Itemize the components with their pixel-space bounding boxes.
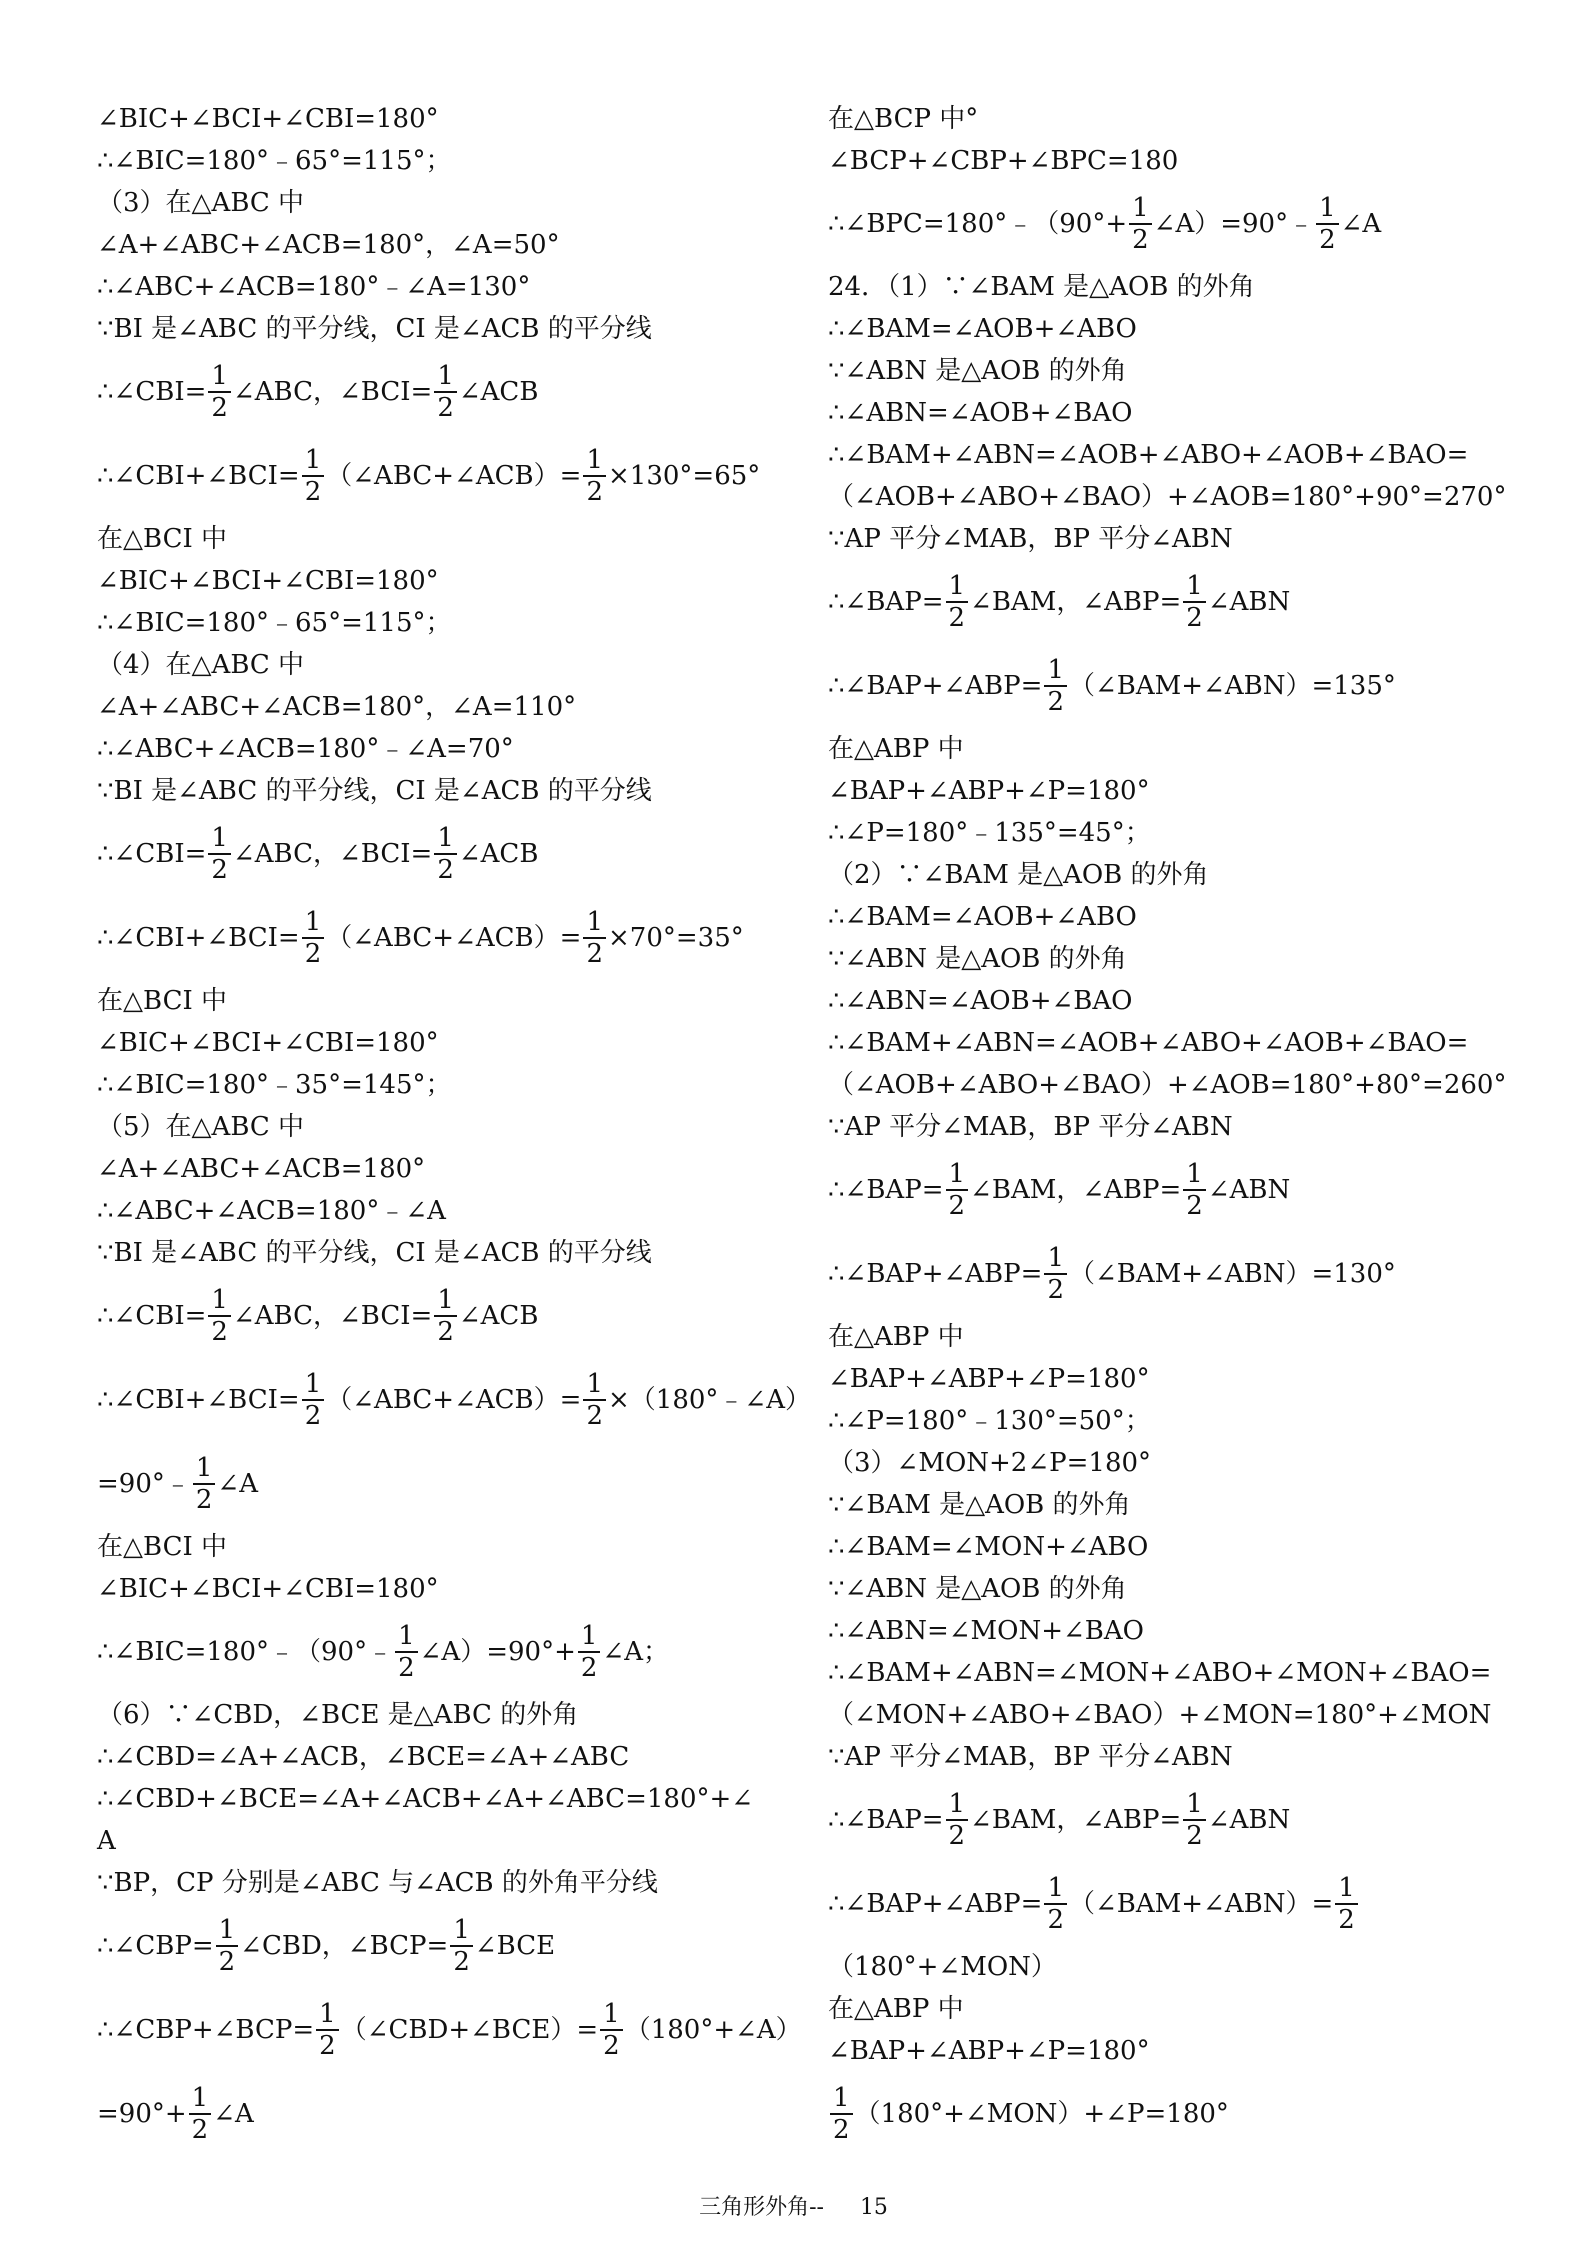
- text-line: [828, 644, 1528, 728]
- line-segment: ∠ABN: [1207, 1805, 1291, 1835]
- line-text: 在△BCI 中: [97, 524, 228, 554]
- fraction-half: $\frac{1}{2}$: [208, 823, 231, 885]
- line-segment: ∠A）=90°﹣: [1153, 209, 1315, 239]
- line-segment: ∠BAM，∠ABP=: [970, 587, 1182, 617]
- text-line: [97, 1736, 797, 1778]
- text-line: [97, 1904, 797, 1988]
- line-text: ∵BP，CP 分别是∠ABC 与∠ACB 的外角平分线: [97, 1868, 658, 1898]
- fraction-half: $\frac{1}{2}$: [578, 1621, 601, 1683]
- line-segment: =90°﹣: [97, 1469, 191, 1499]
- text-line: [828, 1022, 1528, 1064]
- line-text: ∴∠CBD+∠BCE=∠A+∠ACB+∠A+∠ABC=180°+∠: [97, 1784, 754, 1814]
- line-segment: ∴∠BAP=: [828, 587, 944, 617]
- fraction-half: $\frac{1}{2}$: [450, 1915, 473, 1977]
- line-segment: ∠ABC，∠BCI=: [232, 377, 433, 407]
- line-segment: ∠ABN: [1207, 1175, 1291, 1205]
- fraction-half: $\frac{1}{2}$: [316, 1999, 339, 2061]
- line-text: ∴∠BIC=180°﹣35°=145°；: [97, 1070, 452, 1100]
- line-text: ∴∠ABN=∠MON+∠BAO: [828, 1616, 1144, 1646]
- fraction-half: $\frac{1}{2}$: [583, 907, 606, 969]
- fraction-half: $\frac{1}{2}$: [1044, 1873, 1067, 1935]
- text-line: [828, 308, 1528, 350]
- line-text: ∵AP 平分∠MAB，BP 平分∠ABN: [828, 524, 1233, 554]
- line-segment: ∠A: [1340, 209, 1382, 239]
- line-text: （3）∠MON+2∠P=180°: [828, 1448, 1152, 1478]
- line-text: ∴∠BIC=180°﹣65°=115°；: [97, 608, 452, 638]
- fraction-half: $\frac{1}{2}$: [946, 1159, 969, 1221]
- text-line: [97, 1064, 797, 1106]
- fraction-half: $\frac{1}{2}$: [1044, 655, 1067, 717]
- text-line: [828, 2030, 1528, 2072]
- text-line: [828, 1862, 1528, 1946]
- line-text: ∠A+∠ABC+∠ACB=180°: [97, 1154, 426, 1184]
- text-line: [97, 1778, 797, 1820]
- line-segment: ∠CBD，∠BCP=: [240, 1931, 449, 1961]
- line-text: （6）∵∠CBD，∠BCE 是△ABC 的外角: [97, 1700, 579, 1730]
- fraction-half: $\frac{1}{2}$: [1335, 1873, 1358, 1935]
- fraction-half: $\frac{1}{2}$: [302, 445, 325, 507]
- text-line: [828, 1988, 1528, 2030]
- line-text: ∠BIC+∠BCI+∠CBI=180°: [97, 1574, 439, 1604]
- text-line: [828, 182, 1528, 266]
- fraction-half: $\frac{1}{2}$: [395, 1621, 418, 1683]
- line-text: ∴∠BAM+∠ABN=∠AOB+∠ABO+∠AOB+∠BAO=: [828, 440, 1469, 470]
- line-segment: ∠ABC，∠BCI=: [232, 1301, 433, 1331]
- line-text: 在△BCI 中: [97, 986, 228, 1016]
- line-segment: ∴∠BAP+∠ABP=: [828, 671, 1043, 701]
- text-line: [828, 1736, 1528, 1778]
- line-segment: ∠A）=90°+: [419, 1637, 576, 1667]
- text-line: [828, 98, 1528, 140]
- text-line: [97, 224, 797, 266]
- line-text: ∴∠ABC+∠ACB=180°﹣∠A=70°: [97, 734, 514, 764]
- text-line: [97, 1022, 797, 1064]
- text-line: [97, 1232, 797, 1274]
- line-segment: =90°+: [97, 2099, 187, 2129]
- line-text: ∵∠ABN 是△AOB 的外角: [828, 944, 1127, 974]
- line-segment: ∴∠CBP=: [97, 1931, 214, 1961]
- text-line: [828, 1232, 1528, 1316]
- line-segment: ∴∠CBP+∠BCP=: [97, 2015, 315, 2045]
- line-segment: ∠ABC，∠BCI=: [232, 839, 433, 869]
- line-text: ∴∠CBD=∠A+∠ACB，∠BCE=∠A+∠ABC: [97, 1742, 630, 1772]
- line-segment: ∴∠CBI=: [97, 377, 207, 407]
- page-footer: [0, 2190, 1587, 2221]
- text-line: [97, 770, 797, 812]
- text-line: [97, 644, 797, 686]
- line-text: ∵∠ABN 是△AOB 的外角: [828, 1574, 1127, 1604]
- line-text: ∴∠BAM=∠AOB+∠ABO: [828, 902, 1137, 932]
- line-text: 在△ABP 中: [828, 734, 964, 764]
- fraction-half: $\frac{1}{2}$: [583, 445, 606, 507]
- line-segment: （∠BAM+∠ABN）=135°: [1068, 671, 1396, 701]
- text-line: [828, 728, 1528, 770]
- fraction-half: $\frac{1}{2}$: [1183, 1159, 1206, 1221]
- fraction-half: $\frac{1}{2}$: [1129, 193, 1152, 255]
- text-line: [828, 266, 1528, 308]
- text-line: [828, 1652, 1528, 1694]
- text-line: [828, 560, 1528, 644]
- line-text: ∴∠ABN=∠AOB+∠BAO: [828, 986, 1133, 1016]
- text-line: [97, 98, 797, 140]
- line-text: ∵AP 平分∠MAB，BP 平分∠ABN: [828, 1112, 1233, 1142]
- line-text: ∵∠BAM 是△AOB 的外角: [828, 1490, 1131, 1520]
- line-text: （∠AOB+∠ABO+∠BAO）+∠AOB=180°+90°=270°: [828, 482, 1507, 512]
- line-text: ∴∠ABC+∠ACB=180°﹣∠A=130°: [97, 272, 531, 302]
- text-line: [97, 1526, 797, 1568]
- fraction-half: $\frac{1}{2}$: [208, 1285, 231, 1347]
- line-segment: ∠BCE: [474, 1931, 556, 1961]
- line-segment: （180°+∠A）: [624, 2015, 802, 2045]
- text-line: [828, 1946, 1528, 1988]
- line-segment: （∠ABC+∠ACB）=: [326, 923, 582, 953]
- line-text: ∠A+∠ABC+∠ACB=180°，∠A=50°: [97, 230, 560, 260]
- fraction-half: $\frac{1}{2}$: [946, 571, 969, 633]
- fraction-half: $\frac{1}{2}$: [1044, 1243, 1067, 1305]
- line-segment: （∠BAM+∠ABN）=: [1068, 1889, 1334, 1919]
- text-line: [97, 1148, 797, 1190]
- line-text: （∠AOB+∠ABO+∠BAO）+∠AOB=180°+80°=260°: [828, 1070, 1507, 1100]
- fraction-half: $\frac{1}{2}$: [302, 1369, 325, 1431]
- text-line: [828, 1610, 1528, 1652]
- text-line: [97, 350, 797, 434]
- line-segment: ×（180°﹣∠A）: [608, 1385, 811, 1415]
- line-segment: ∠A: [217, 1469, 258, 1499]
- text-line: [828, 350, 1528, 392]
- line-segment: ∠ACB: [458, 1301, 539, 1331]
- fraction-half: $\frac{1}{2}$: [583, 1369, 606, 1431]
- line-segment: ∴∠BAP+∠ABP=: [828, 1259, 1043, 1289]
- text-line: [828, 1316, 1528, 1358]
- line-segment: （∠ABC+∠ACB）=: [326, 461, 582, 491]
- text-line: [828, 812, 1528, 854]
- line-segment: ∴∠BAP=: [828, 1805, 944, 1835]
- line-text: ∠BAP+∠ABP+∠P=180°: [828, 1364, 1150, 1394]
- text-line: [97, 980, 797, 1022]
- line-text: 在△ABP 中: [828, 1994, 964, 2024]
- text-line: [97, 182, 797, 224]
- text-line: [97, 308, 797, 350]
- fraction-half: $\frac{1}{2}$: [193, 1453, 216, 1515]
- line-segment: ∴∠BAP+∠ABP=: [828, 1889, 1043, 1919]
- text-line: [97, 266, 797, 308]
- line-text: ∴∠BAM=∠MON+∠ABO: [828, 1532, 1149, 1562]
- line-text: ∵BI 是∠ABC 的平分线，CI 是∠ACB 的平分线: [97, 776, 652, 806]
- text-line: [828, 434, 1528, 476]
- right-column: [828, 98, 1528, 2156]
- line-segment: （180°+∠MON）+∠P=180°: [854, 2099, 1229, 2129]
- text-line: [97, 686, 797, 728]
- text-line: [828, 1484, 1528, 1526]
- line-segment: ∠A；: [602, 1637, 669, 1667]
- line-text: （180°+∠MON）: [828, 1952, 1057, 1982]
- line-text: 24．（1）∵∠BAM 是△AOB 的外角: [828, 272, 1255, 302]
- text-line: [97, 1274, 797, 1358]
- line-segment: ×130°=65°: [608, 461, 761, 491]
- text-line: [97, 1610, 797, 1694]
- line-text: ∴∠P=180°﹣135°=45°；: [828, 818, 1151, 848]
- text-line: [828, 1400, 1528, 1442]
- line-segment: ∴∠CBI+∠BCI=: [97, 461, 300, 491]
- line-segment: ∴∠BAP=: [828, 1175, 944, 1205]
- text-line: [97, 896, 797, 980]
- line-text: A: [97, 1826, 116, 1856]
- text-line: [828, 1442, 1528, 1484]
- line-text: （5）在△ABC 中: [97, 1112, 305, 1142]
- text-line: [828, 854, 1528, 896]
- line-text: ∴∠BAM=∠AOB+∠ABO: [828, 314, 1137, 344]
- fraction-half: $\frac{1}{2}$: [1183, 571, 1206, 633]
- text-line: [97, 1358, 811, 1442]
- text-line: [828, 1106, 1528, 1148]
- text-line: [97, 1442, 797, 1526]
- left-column: [97, 98, 811, 2156]
- line-text: ∵BI 是∠ABC 的平分线，CI 是∠ACB 的平分线: [97, 1238, 652, 1268]
- line-segment: ×70°=35°: [608, 923, 744, 953]
- line-text: ∠BIC+∠BCI+∠CBI=180°: [97, 104, 439, 134]
- line-text: ∵BI 是∠ABC 的平分线，CI 是∠ACB 的平分线: [97, 314, 652, 344]
- text-line: [828, 896, 1528, 938]
- text-line: [97, 560, 797, 602]
- line-text: 在△BCI 中: [97, 1532, 228, 1562]
- text-line: [828, 2072, 1528, 2156]
- line-text: ∴∠BAM+∠ABN=∠AOB+∠ABO+∠AOB+∠BAO=: [828, 1028, 1469, 1058]
- fraction-half: $\frac{1}{2}$: [434, 1285, 457, 1347]
- line-segment: ∴∠CBI=: [97, 1301, 207, 1331]
- fraction-half: $\frac{1}{2}$: [946, 1789, 969, 1851]
- text-line: [828, 980, 1528, 1022]
- text-line: [828, 938, 1528, 980]
- text-line: [828, 476, 1528, 518]
- text-line: [97, 1862, 797, 1904]
- line-segment: （∠BAM+∠ABN）=130°: [1068, 1259, 1396, 1289]
- line-text: ∴∠P=180°﹣130°=50°；: [828, 1406, 1151, 1436]
- footer-title: 三角形外角--: [699, 2195, 824, 2220]
- line-segment: ∴∠BPC=180°﹣（90°+: [828, 209, 1128, 239]
- line-text: （4）在△ABC 中: [97, 650, 305, 680]
- text-line: [97, 434, 797, 518]
- line-text: ∠BAP+∠ABP+∠P=180°: [828, 776, 1150, 806]
- line-segment: ∠ACB: [458, 839, 539, 869]
- text-line: [828, 140, 1528, 182]
- fraction-half: $\frac{1}{2}$: [434, 823, 457, 885]
- line-text: ∴∠ABN=∠AOB+∠BAO: [828, 398, 1133, 428]
- line-text: 在△BCP 中°: [828, 104, 979, 134]
- text-line: [828, 1778, 1528, 1862]
- text-line: [97, 1106, 797, 1148]
- line-segment: ∠BAM，∠ABP=: [970, 1805, 1182, 1835]
- fraction-half: $\frac{1}{2}$: [1183, 1789, 1206, 1851]
- line-text: ∴∠ABC+∠ACB=180°﹣∠A: [97, 1196, 446, 1226]
- line-text: 在△ABP 中: [828, 1322, 964, 1352]
- line-text: ∴∠BAM+∠ABN=∠MON+∠ABO+∠MON+∠BAO=: [828, 1658, 1492, 1688]
- line-segment: ∴∠CBI+∠BCI=: [97, 1385, 300, 1415]
- text-line: [97, 1820, 797, 1862]
- text-line: [97, 1568, 797, 1610]
- fraction-half: $\frac{1}{2}$: [208, 361, 231, 423]
- line-text: ∵∠ABN 是△AOB 的外角: [828, 356, 1127, 386]
- text-line: [828, 1694, 1528, 1736]
- line-text: ∠BIC+∠BCI+∠CBI=180°: [97, 566, 439, 596]
- fraction-half: $\frac{1}{2}$: [216, 1915, 239, 1977]
- fraction-half: $\frac{1}{2}$: [189, 2083, 212, 2145]
- line-text: （3）在△ABC 中: [97, 188, 305, 218]
- text-line: [97, 518, 797, 560]
- line-segment: ∠BAM，∠ABP=: [970, 1175, 1182, 1205]
- fraction-half: $\frac{1}{2}$: [600, 1999, 623, 2061]
- line-text: ∠BIC+∠BCI+∠CBI=180°: [97, 1028, 439, 1058]
- line-segment: （∠CBD+∠BCE）=: [340, 2015, 599, 2045]
- line-segment: （∠ABC+∠ACB）=: [326, 1385, 582, 1415]
- text-line: [97, 602, 797, 644]
- text-line: [97, 1988, 802, 2072]
- text-line: [97, 1694, 797, 1736]
- line-text: ∴∠BIC=180°﹣65°=115°；: [97, 146, 452, 176]
- line-segment: ∴∠BIC=180°﹣（90°﹣: [97, 1637, 394, 1667]
- line-segment: ∴∠CBI+∠BCI=: [97, 923, 300, 953]
- text-line: [828, 1568, 1528, 1610]
- line-text: ∠BCP+∠CBP+∠BPC=180: [828, 146, 1179, 176]
- line-segment: ∠ACB: [458, 377, 539, 407]
- text-line: [828, 1358, 1528, 1400]
- text-line: [828, 518, 1528, 560]
- fraction-half: $\frac{1}{2}$: [302, 907, 325, 969]
- text-line: [97, 2072, 797, 2156]
- page-number: 15: [859, 2195, 888, 2220]
- fraction-half: $\frac{1}{2}$: [1316, 193, 1339, 255]
- text-line: [828, 770, 1528, 812]
- line-text: （∠MON+∠ABO+∠BAO）+∠MON=180°+∠MON: [828, 1700, 1492, 1730]
- line-text: ∵AP 平分∠MAB，BP 平分∠ABN: [828, 1742, 1233, 1772]
- line-text: （2）∵∠BAM 是△AOB 的外角: [828, 860, 1209, 890]
- text-line: [828, 1526, 1528, 1568]
- text-line: [828, 1148, 1528, 1232]
- line-text: ∠BAP+∠ABP+∠P=180°: [828, 2036, 1150, 2066]
- fraction-half: $\frac{1}{2}$: [830, 2083, 853, 2145]
- text-line: [828, 392, 1528, 434]
- line-segment: ∴∠CBI=: [97, 839, 207, 869]
- line-text: ∠A+∠ABC+∠ACB=180°，∠A=110°: [97, 692, 577, 722]
- line-segment: ∠A: [213, 2099, 254, 2129]
- text-line: [97, 728, 797, 770]
- text-line: [97, 1190, 797, 1232]
- text-line: [97, 140, 797, 182]
- fraction-half: $\frac{1}{2}$: [434, 361, 457, 423]
- text-line: [828, 1064, 1528, 1106]
- text-line: [97, 812, 797, 896]
- line-segment: ∠ABN: [1207, 587, 1291, 617]
